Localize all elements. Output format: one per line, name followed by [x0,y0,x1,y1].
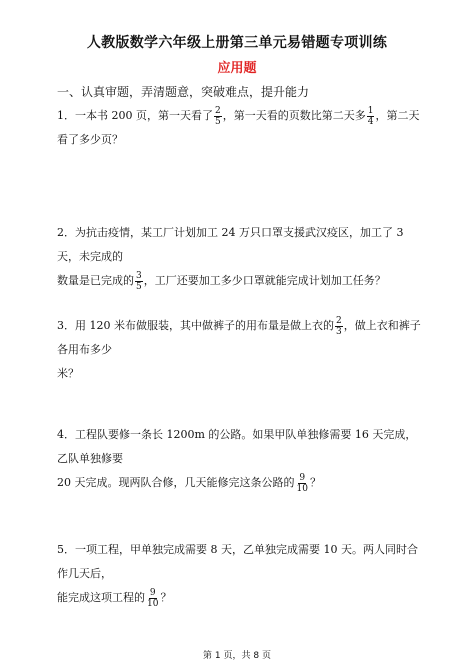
question-5 [57,538,427,610]
fraction-numerator: 1 [367,105,374,116]
question-text: 数量是已完成的 [57,274,134,287]
question-text: 米？ [57,367,79,380]
question-3 [57,314,427,386]
page-subtitle: 应用题 [217,61,257,76]
question-text: ，第一天看的页数比第二天多 [222,109,366,122]
question-number: 2． [57,226,75,239]
question-1 [57,104,427,152]
fraction [335,316,343,337]
question-line [57,538,427,586]
question-line [57,221,427,269]
question-4 [57,423,427,495]
question-text: 为抗击疫情，某工厂计划加工 24 万只口罩支援武汉疫区，加工了 3 天，未完成的 [57,226,404,263]
question-number: 4． [57,428,75,441]
question-line [57,362,427,386]
question-text: ？ [309,476,321,489]
fraction-denominator: 4 [367,116,374,127]
question-number: 1． [57,109,75,122]
fraction [214,106,222,127]
fraction [367,106,375,127]
question-text: ，第二天看了多少页？ [57,109,420,146]
fraction-denominator: 5 [215,116,221,127]
fraction [296,473,309,494]
fraction-numerator: 9 [149,587,156,598]
page-title: 人教版数学六年级上册第三单元易错题专项训练 [86,35,388,51]
question-text: ，工厂还要加工多少口罩就能完成计划加工任务？ [143,274,386,287]
fraction-numerator: 2 [336,315,342,326]
question-2 [57,221,427,293]
question-text: 能完成这项工程的 [57,591,145,604]
question-text: 工程队要修一条长 1200m 的公路。如果甲队单独修需要 16 天完成，乙队单独修要 [57,428,417,465]
fraction [135,271,143,292]
fraction-numerator: 9 [299,472,306,483]
fraction-numerator: 2 [215,105,221,116]
question-text: ？ [160,591,172,604]
question-number: 5． [57,543,75,556]
question-line [57,423,427,471]
fraction-denominator: 10 [147,598,159,609]
fraction-denominator: 5 [136,281,142,292]
question-text: 一本书 200 页，第一天看了 [75,109,213,122]
section-heading: 一、认真审题，弄清题意，突破难点，提升能力 [57,85,310,99]
question-number: 3． [57,319,75,332]
question-text: ，做上衣和裤子各用布多少 [57,319,421,356]
question-line [57,471,427,495]
question-line [57,586,427,610]
fraction-denominator: 10 [296,483,308,494]
page-footer: 第 1 页，共 8 页 [203,651,271,661]
question-text: 一项工程，甲单独完成需要 8 天，乙单独完成需要 10 天。两人同时合作几天后， [57,543,418,580]
question-text: 用 120 米布做服装，其中做裤子的用布量是做上衣的 [75,319,334,332]
fraction-numerator: 3 [136,270,142,281]
fraction [146,588,159,609]
question-text: 20 天完成。现两队合修，几天能修完这条公路的 [57,476,295,489]
fraction-denominator: 3 [336,326,342,337]
question-line [57,269,427,293]
question-line [57,314,427,362]
